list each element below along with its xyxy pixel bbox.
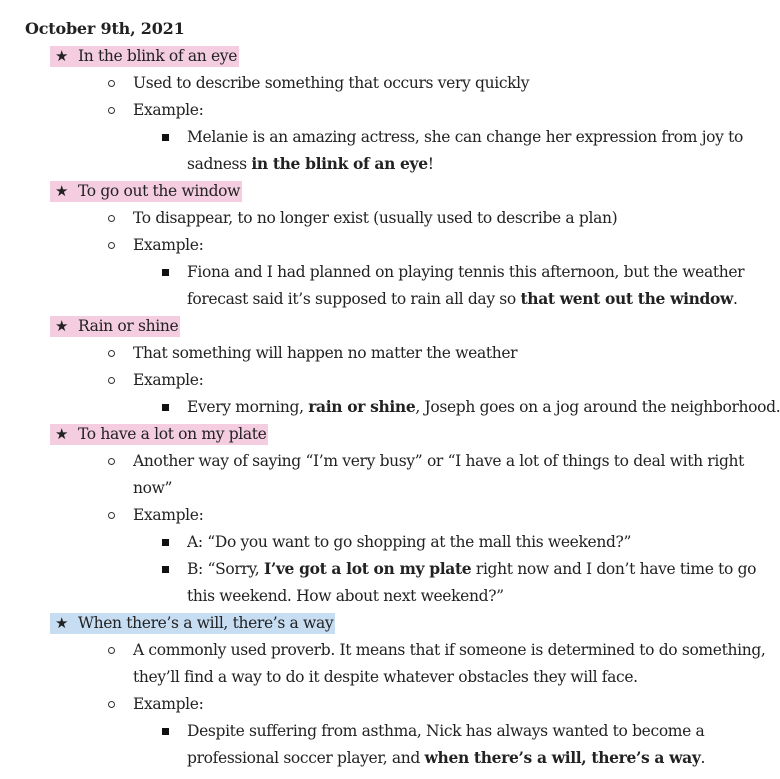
definition-line — [133, 477, 172, 499]
idiom-emphasis: I’ve got a lot on my plate — [263, 559, 472, 578]
text-run: Example: — [133, 506, 204, 524]
definition-line — [133, 450, 744, 472]
idiom-heading — [50, 45, 239, 67]
text-run: sadness — [187, 155, 252, 173]
definition-line — [133, 342, 517, 364]
square-bullet-icon — [162, 728, 169, 735]
text-run: ! — [427, 155, 434, 173]
definition-line — [133, 99, 203, 121]
example-sentence-line — [187, 288, 738, 310]
star-bullet-icon: ★ — [55, 425, 69, 443]
page-title: October 9th, 2021 — [25, 19, 185, 38]
example-sentence-line — [187, 720, 704, 742]
text-run: Another way of saying “I’m very busy” or “I have a lot of things to deal with right — [133, 452, 745, 470]
definition-line — [133, 369, 203, 391]
idiom-title: When there’s a will, there’s a way — [50, 613, 335, 634]
text-run: Example: — [133, 101, 204, 119]
square-bullet-icon — [162, 566, 169, 573]
text-run: Every morning, — [187, 398, 309, 416]
text-run: they’ll find a way to do it despite whatever obstacles they will face. — [133, 668, 638, 686]
idiom-title: Rain or shine — [50, 316, 180, 337]
hollow-circle-bullet-icon — [108, 350, 115, 357]
idiom-title: To have a lot on my plate — [50, 424, 268, 445]
square-bullet-icon — [162, 404, 169, 411]
idiom-heading — [50, 612, 335, 634]
example-sentence-line — [187, 261, 744, 283]
definition-line — [133, 639, 766, 661]
example-sentence-line — [187, 531, 631, 553]
hollow-circle-bullet-icon — [108, 377, 115, 384]
hollow-circle-bullet-icon — [108, 512, 115, 519]
text-run: Despite suffering from asthma, Nick has always wanted to become a — [187, 722, 705, 740]
hollow-circle-bullet-icon — [108, 215, 115, 222]
hollow-circle-bullet-icon — [108, 647, 115, 654]
text-run: right now and I don’t have time to go — [471, 560, 757, 578]
idiom-emphasis: that went out the window — [520, 289, 733, 308]
text-run: . — [700, 749, 706, 767]
square-bullet-icon — [162, 539, 169, 546]
text-run: To disappear, to no longer exist (usually used to describe a plan) — [133, 209, 618, 227]
text-run: B: “Sorry, — [187, 560, 264, 578]
text-run: professional soccer player, and — [187, 749, 425, 767]
hollow-circle-bullet-icon — [108, 242, 115, 249]
hollow-circle-bullet-icon — [108, 80, 115, 87]
idiom-emphasis: when there’s a will, there’s a way — [424, 748, 701, 767]
definition-line — [133, 207, 617, 229]
square-bullet-icon — [162, 269, 169, 276]
text-run: now” — [133, 479, 173, 497]
star-bullet-icon: ★ — [55, 317, 69, 335]
text-run: A commonly used proverb. It means that if someone is determined to do something, — [133, 641, 766, 659]
definition-line — [133, 666, 638, 688]
text-run: forecast said it’s supposed to rain all day so — [187, 290, 521, 308]
text-run: , Joseph goes on a jog around the neighborhood. — [415, 398, 780, 416]
definition-line — [133, 504, 203, 526]
text-run: Example: — [133, 695, 204, 713]
text-run: Melanie is an amazing actress, she can change her expression from joy to — [187, 128, 743, 146]
example-sentence-line — [187, 153, 434, 175]
idiom-heading — [50, 180, 242, 202]
example-sentence-line — [187, 558, 756, 580]
idiom-heading — [50, 315, 180, 337]
example-sentence-line — [187, 585, 504, 607]
text-run: this weekend. How about next weekend?” — [187, 587, 504, 605]
example-sentence-line — [187, 396, 780, 418]
idiom-title: To go out the window — [50, 181, 242, 202]
definition-line — [133, 693, 203, 715]
text-run: Example: — [133, 236, 204, 254]
idiom-title: In the blink of an eye — [50, 46, 239, 67]
hollow-circle-bullet-icon — [108, 107, 115, 114]
text-run: Fiona and I had planned on playing tennis this afternoon, but the weather — [187, 263, 745, 281]
text-run: That something will happen no matter the weather — [133, 344, 518, 362]
star-bullet-icon: ★ — [55, 182, 69, 200]
square-bullet-icon — [162, 134, 169, 141]
example-sentence-line — [187, 126, 743, 148]
hollow-circle-bullet-icon — [108, 701, 115, 708]
idiom-emphasis: in the blink of an eye — [251, 154, 428, 173]
hollow-circle-bullet-icon — [108, 458, 115, 465]
text-run: A: “Do you want to go shopping at the mall this weekend?” — [187, 533, 632, 551]
text-run: Used to describe something that occurs very quickly — [133, 74, 530, 92]
definition-line — [133, 72, 529, 94]
definition-line — [133, 234, 203, 256]
idiom-heading — [50, 423, 268, 445]
example-sentence-line — [187, 747, 705, 769]
text-run: . — [733, 290, 738, 308]
star-bullet-icon: ★ — [55, 47, 69, 65]
text-run: Example: — [133, 371, 204, 389]
idiom-emphasis: rain or shine — [308, 397, 416, 416]
star-bullet-icon: ★ — [55, 614, 69, 632]
